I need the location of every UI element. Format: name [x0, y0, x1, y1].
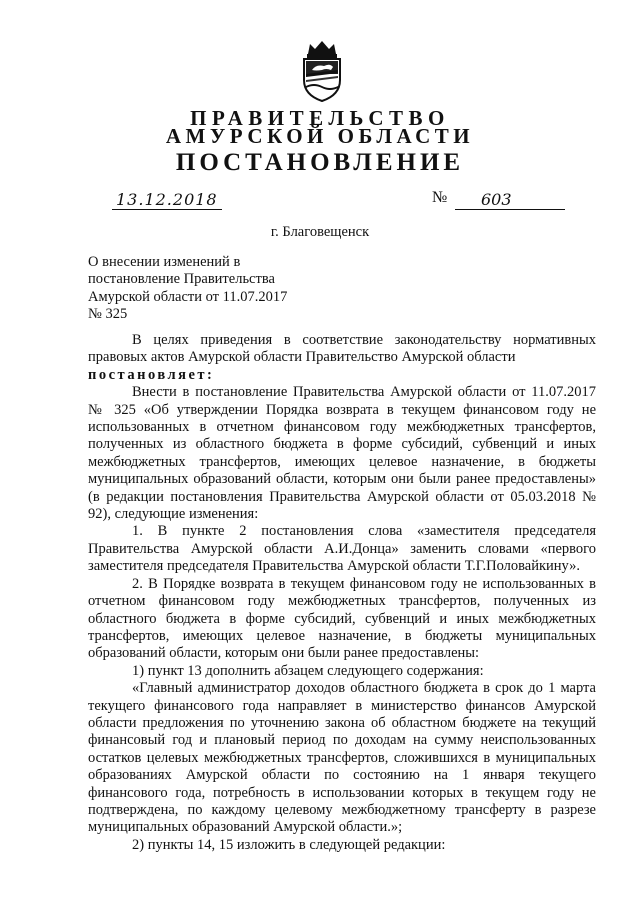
subitem-2-paragraph: 2) пункты 14, 15 изложить в следующей редакции: — [132, 836, 446, 853]
resolve-paragraph — [88, 367, 596, 384]
quote-paragraph: «Главный администратор доходов областного бюджета в срок до 1 марта текущего финансового года направляет в министерство финансов Амурской области предложения по уточнению закона об областном бюджете на текущий финансовый год и плановый период по доходам на сумму неиспользованных остатков целевых межбюджетных трансфертов, сложившихся в муниципальных образованиях Амурской области по состоянию на 1 января текущего финансового года, потребность в использовании которых в текущем году не подтверждена, по каждому целевому межбюджетному трансферту в разрезе муниципальных образований Амурской области.»; — [88, 680, 596, 836]
government-title-line2: АМУРСКОЙ ОБЛАСТИ — [165, 124, 475, 148]
subject-line: постановление Правительства — [88, 271, 275, 288]
preamble-paragraph: В целях приведения в соответствие законодательству нормативных правовых актов Амурской области Правительство Амурской области — [88, 332, 596, 366]
document-subject — [88, 254, 388, 324]
date-value: 13.12.2018 — [116, 190, 218, 209]
subject-line: № 325 — [88, 306, 128, 323]
government-title-line1: ПРАВИТЕЛЬСТВО — [190, 106, 450, 130]
document-type-title: ПОСТАНОВЛЕНИЕ — [175, 149, 465, 176]
city-label: г. Благовещенск — [270, 224, 370, 240]
date-field — [112, 189, 222, 210]
amur-region-coat-of-arms-icon — [296, 40, 348, 102]
item-2-paragraph: 2. В Порядке возврата в текущем финансовом году не использованных в отчетном финансовом году межбюджетных трансфертов, полученных из областного бюджета в форме субсидий, субвенций и иных межбюджетных трансфертов, имеющих целевое назначение, в бюджеты муниципальных образований области, которым они были ранее предоставлены: — [88, 575, 596, 662]
subject-line: Амурской области от 11.07.2017 — [88, 288, 288, 305]
document-body — [88, 332, 596, 854]
subitem-1-paragraph: 1) пункт 13 дополнить абзацем следующего содержания: — [132, 662, 484, 679]
number-sign: № — [432, 189, 448, 206]
number-field — [455, 189, 565, 210]
resolve-word: постановляет: — [88, 366, 215, 383]
number-value: 603 — [481, 190, 512, 209]
item-1-paragraph: 1. В пункте 2 постановления слова «заместителя председателя Правительства Амурской области А.И.Донца» заменить словами «первого заместителя председателя Правительства Амурской области Т.Г.Половайкину». — [88, 523, 596, 575]
subject-line: О внесении изменений в — [88, 254, 241, 270]
intro-paragraph: Внести в постановление Правительства Амурской области от 11.07.2017 № 325 «Об утверждении Порядка возврата в текущем финансовом году не использованных в отчетном финансовом году межбюджетных трансфертов, полученных из областного бюджета в форме субсидий, субвенций и иных межбюджетных трансфертов, имеющих целевое назначение, в бюджеты муниципальных образований области, которым они были ранее предоставлены» (в редакции постановления Правительства Амурской области от 05.03.2018 № 92), следующие изменения: — [88, 384, 596, 523]
